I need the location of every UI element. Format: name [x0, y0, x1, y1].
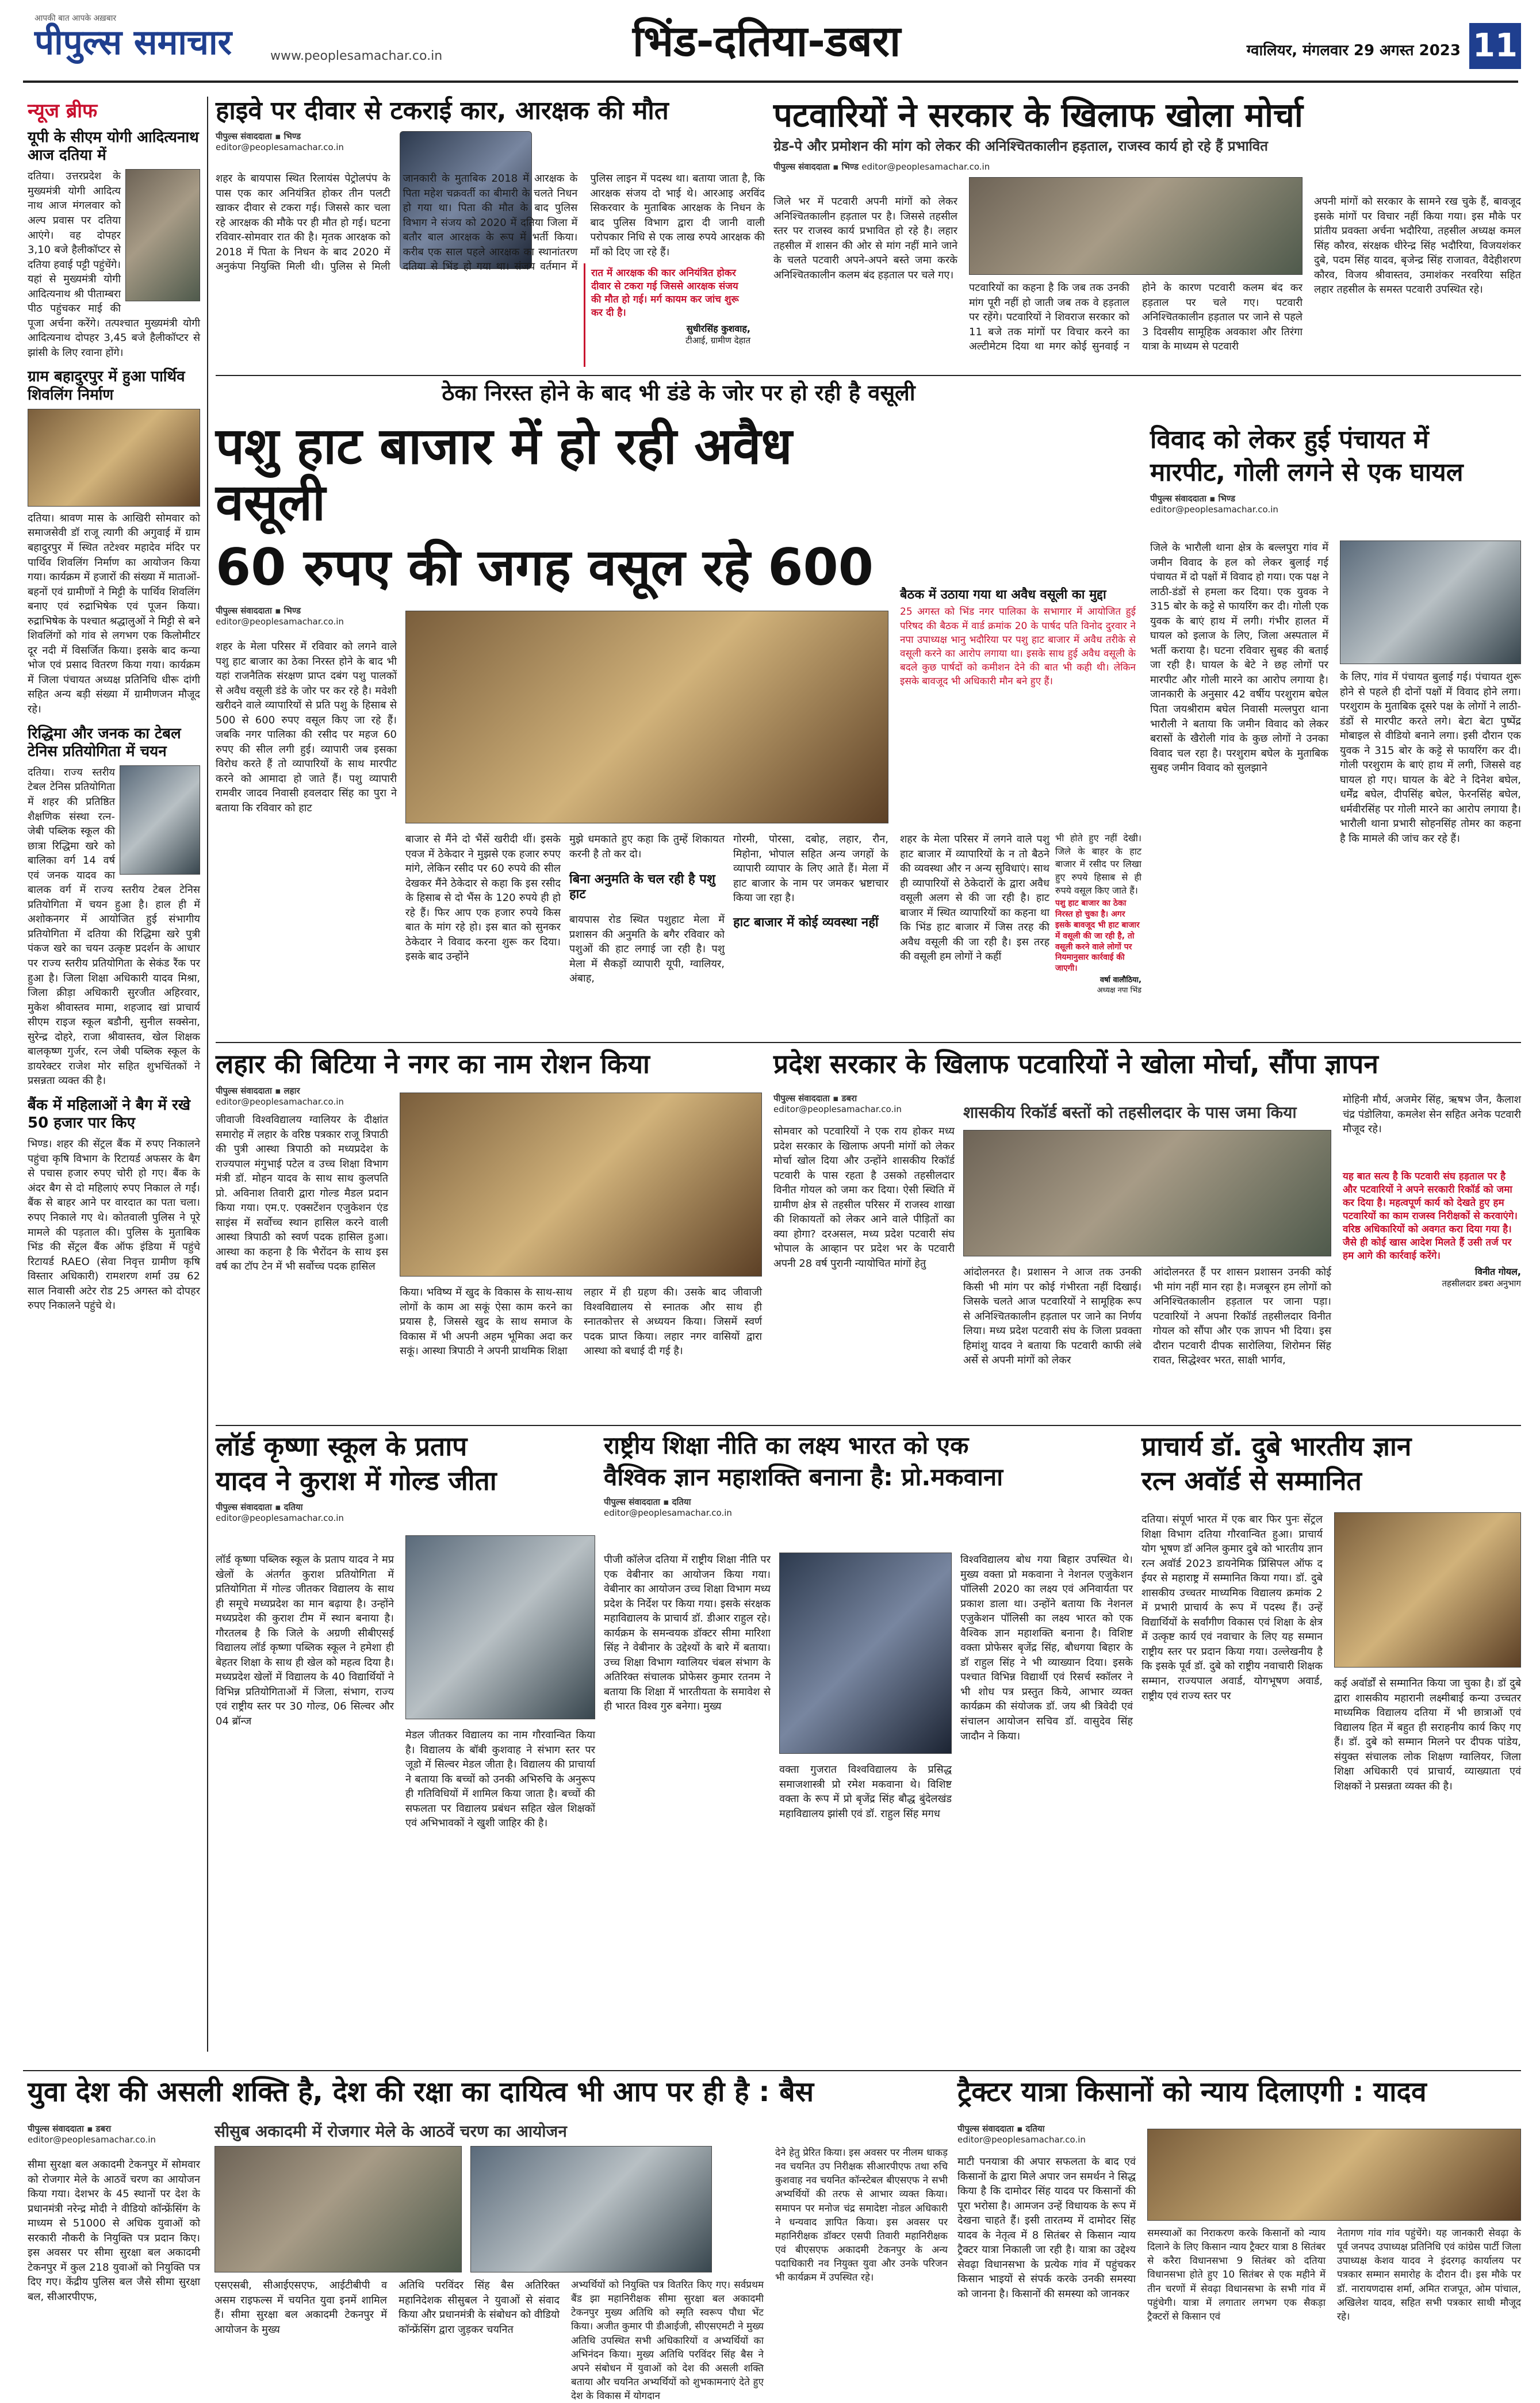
byline-email: editor@peoplesamachar.co.in — [957, 2134, 1086, 2145]
nep-byline: पीपुल्स संवाददाता ▪ दतिया editor@peoplesamachar.co.in — [604, 1497, 732, 1519]
brief-1-photo — [125, 169, 200, 301]
patwari-headline: पटवारियों ने सरकार के खिलाफ खोला मोर्चा — [773, 95, 1303, 135]
byline-email: editor@peoplesamachar.co.in — [216, 1513, 344, 1524]
highway-quote: रात में आरक्षक की कार अनियंत्रित होकर दीवार से टकरा गई जिससे आरक्षक संजय की मौत हो गई। मर्ग कायम कर जांच शुरू कर दी है। — [591, 267, 739, 319]
article-highway-accident — [216, 97, 765, 373]
dabra-text-1: सोमवार को पटवारियों ने एक राय होकर मध्य प्रदेश सरकार के खिलाफ अपनी मांगों को लेकर मोर्चा खोल दिया और उन्होंने शासकीय रिकॉर्ड पटवारी के पास रहता है उसको तहसीलदार विनीत गोयल को जमा कर दिया। ऐसी स्थिति में ग्रामीण क्षेत्र से तहसील परिसर में राजस्व शाखा की शिकायतों को लेकर आने वाले पीड़ितों का क्या होगा? दरअसल, मध्य प्रदेश पटवारी संघ भोपाल के आव्हान पर प्रदेश भर के पटवारी अपनी 28 वर्ष पुरानी न्यायोचित मांगों हेतु — [773, 1125, 955, 1270]
news-brief-label: न्यूज ब्रीफ — [28, 99, 98, 122]
panchayat-byline: पीपुल्स संवाददाता ▪ भिण्ड editor@peoplesamachar.co.in — [1150, 493, 1278, 515]
brief-4-text: भिण्ड। शहर की सेंट्रल बैंक में रुपए निकालने पहुंचा कृषि विभाग के रिटायर्ड अफसर के बैग से पचास हजार रुपए चोरी हो गए। बैंक के अंदर बैग से दो महिलाएं रुपए निकाल ले गईं। बैंक से बाहर आने पर वारदात का पता चला। रुपए निकाले गए थे। कोतवाली पुलिस ने पूरे मामले की पड़ताल की। पुलिस के मुताबिक भिंड की सेंट्रल बैंक ऑफ इंडिया में पहुंचे रिटायर्ड RAEO (सेवा निवृत्त ग्रामीण कृषि विस्तार अधिकारी) रामशरण शर्मा उम्र 62 साल निवासी अटेर रोड 25 अगस्त को दोपहर रुपए निकालने पहुंचे थे। — [28, 1138, 200, 1312]
byline-email: editor@peoplesamachar.co.in — [216, 142, 344, 153]
lahar-text-1: जीवाजी विश्वविद्यालय ग्वालियर के दीक्षांत समारोह में लहार के वरिष्ठ पत्रकार राजू त्रिपाठी की पुत्री आस्था त्रिपाठी को मध्यप्रदेश के राज्यपाल मंगुभाई पटेल व उच्च शिक्षा विभाग मंत्री डॉ. मोहन यादव के साथ साथ कुलपति प्रो. अविनाश तिवारी द्वारा गोल्ड मैडल प्रदान किया गया। एम.ए. एक्सटेंशन एजुकेशन एंड साइंस में सर्वोच्च स्थान हासिल करने वाली आस्था त्रिपाठी को स्वर्ण पदक हासिल हुआ। आस्था का कहना है कि भैरोंदन के साथ इस वर्ष का टॉप टेन में भी सर्वोच्च पदक हासिल — [216, 1114, 388, 1273]
dabra-byline: पीपुल्स संवाददाता ▪ डबरा editor@peoplesamachar.co.in — [773, 1093, 902, 1114]
byline-location: भिण्ड — [284, 131, 301, 142]
cattle-quote-author: वर्षा वालौठिया, — [1100, 976, 1141, 985]
tractor-text-2: समस्याओं का निराकरण करके किसानों को न्याय दिलाने के लिए किसान न्याय ट्रैक्टर यात्रा 8 सितंबर से करैरा विधानसभा 9 सितंबर को दतिया विधानसभा होते हुए 10 सितंबर से एक महीने में तीन चरणों में सेवढ़ा विधानसभा के सभी गांव में पहुंचेगी। यात्रा में लगातार लगभग एक सैकड़ा ट्रैक्टरों से किसान एवं — [1147, 2228, 1326, 2322]
patwari-photo — [969, 177, 1303, 275]
article-tractor-yatra — [957, 2077, 1521, 2347]
bsf-text-2: एसएसबी, सीआईएसएफ, आईटीबीपी व असम राइफल्स में चयनित युवा इनमें शामिल हैं। सीमा सुरक्षा बल अकादमी टेकनपुर में आयोजन के मुख्य — [214, 2279, 387, 2336]
cattle-text-5: गोरमी, पोरसा, दबोह, लहार, रौन, मिहोना, भोपाल सहित अन्य जगहों के व्यापारी व्यापार के लिए आते हैं। मेला में हाट बाजार के नाम पर जमकर भ्रष्टाचार किया जा रहा है। — [733, 833, 888, 905]
tractor-text-1: माटी पनयात्रा की अपार सफलता के बाद एवं किसानों के द्वारा मिले अपार जन समर्थन ने सिद्ध किया है कि दामोदर सिंह यादव पर किसानों की पूरा भरोसा है। आमजन उन्हें विधायक के रूप में देखना चाहते हैं। इसी तारतम्य में दामोदर सिंह यादव के नेतृत्व में 8 सितंबर से किसान न्याय ट्रैक्टर यात्रा निकाली जा रही है। यात्रा का उद्देश्य सेवढ़ा विधानसभा के प्रत्येक गांव में पहुंचकर किसान भाइयों से संपर्क करके उनकी समस्या को जानना है। किसानों की समस्या को जानकर — [957, 2156, 1136, 2300]
highway-byline: पीपुल्स संवाददाता ▪ भिण्ड — [216, 131, 301, 142]
highway-quote-designation: टीआई, ग्रामीण देहात — [685, 335, 750, 346]
panchayat-text-2: के लिए, गांव में पंचायत बुलाई गई। पंचायत शुरू होने से पहले ही दोनों पक्षों में विवाद होने लगा। परशुराम के मुताबिक दूसरे पक्ष के लोगों ने लाठी-डंडों से मारपीट करते लगे। बेटा बेटा पुष्पेंद्र मोबाइल से वीडियो बनाने लगा। इसी दौरान एक युवक ने 315 बोर के कट्टे से फायरिंग कर दी। गोली परशुराम के बाएं हाथ में लगी, जिससे वह घायल हो गए। घायल के बेटे ने दिनेश बघेल, धर्मेंद्र बघेल, दीपसिंह बघेल, फेरनसिंह बघेल, धर्मवीरसिंह पर गोली मारने का आरोप लगाया है। भारौली थाना प्रभारी सोहनसिंह तोमर का कहना है कि मामले की जांच कर रहे हैं। — [1340, 671, 1521, 845]
highway-text: शहर के बायपास स्थित रिलायंस पेट्रोलपंप के पास एक कार अनियंत्रित होकर तीन पलटी खाकर दीवार से टकरा गई। जिससे कार चला रहे आरक्षक की मौके पर ही मौत हो गई। घटना रविवार-सोमवार रात की है। मृतक आरक्षक को 2018 में पिता के निधन के बाद 2020 में अनुकंपा नियुक्ति मिली थी। पुलिस से मिली जानकारी के मुताबिक 2018 में आरक्षक के पिता महेश चक्रवर्ती का बीमारी के चलते निधन हो गया था। पिता की मौत के बाद पुलिस विभाग ने संजय को 2020 में दतिया जिला में बतौर बाल आरक्षक के रूप में भर्ती किया। करीब एक साल पहले आरक्षक का स्थानांतरण दतिया से भिंड हो गया था। संजय वर्तमान में पुलिस लाइन में पदस्थ था। बताया जाता है, कि आरक्षक संजय दो भाई थे। आरआइ अरविंद सिकरवार के मुताबिक आरक्षक के निधन के बाद पुलिस विभाग द्वारा दी जानी वाली परोपकार निधि से एक लाख रुपये आरक्षक की माँ को दिए जा रहे हैं। — [216, 173, 765, 273]
brief-3-headline: रिद्धिमा और जनक का टेबल टेनिस प्रतियोगिता में चयन — [28, 725, 181, 760]
bsf-headline: युवा देश की असली शक्ति है, देश की रक्षा का दायित्व भी आप पर ही है : बैस — [28, 2076, 814, 2108]
dubey-headline-2: रत्न अवॉर्ड से सम्मानित — [1141, 1465, 1362, 1496]
nep-photo — [779, 1553, 952, 1754]
nep-headline-1: राष्ट्रीय शिक्षा नीति का लक्ष्य भारत को एक — [604, 1431, 969, 1459]
dabra-quote-author: विनीत गोयल, — [1474, 1266, 1521, 1277]
byline-name: पीपुल्स संवाददाता — [1150, 493, 1206, 504]
byline-location: दतिया — [1025, 2124, 1045, 2134]
article-kurash-gold — [216, 1432, 595, 2064]
cattle-text-1: शहर के मेला परिसर में रविवार को लगने वाले पशु हाट बाजार का ठेका निरस्त होने के बाद भी यहां राजनैतिक संरक्षण प्राप्त दबंग पशु पालकों से अवैध वसूली डंडे के जोर पर कर रहे है। मवेशी खरीदने वाले व्यापारियों से प्रति पशु के हिसाब से 500 से 600 रुपए वसूल किए जा रहे हैं। जबकि नगर पालिका की रसीद पर महज 60 रुपए की सील लगी हुई। व्यापारी जब इसका विरोध करते हैं तो व्यापारियों के साथ मारपीट करने को आमादा हो जाते हैं। पशु व्यापारी रामवीर जादव निवासी हवलदार सिंह का पुरा ने बताया कि रविवार को हाट — [216, 641, 397, 815]
tractor-text-3: नेतागण गांव गांव पहुंचेंगे। यह जानकारी सेवढ़ा के पूर्व जनपद उपाध्यक्ष प्रतिनिधि एवं कांग्रेस पार्टी जिला उपाध्यक्ष केशव यादव ने इंदरगढ़ कार्यालय पर पत्रकार सम्मान समारोह के दौरान दी। इस मौके पर डॉ. नारायणदास शर्मा, अमित राजपूत, ओम पांचाल, अखिलेश यादव, सहित सभी पत्रकार साथी मौजूद रहे। — [1337, 2228, 1521, 2322]
byline-email: editor@peoplesamachar.co.in — [1150, 504, 1278, 515]
highway-headline: हाइवे पर दीवार से टकराई कार, आरक्षक की मौत — [216, 96, 669, 125]
dabra-text-2: आंदोलनरत है। प्रशासन ने आज तक उनकी किसी भी मांग पर कोई गंभीरता नहीं दिखाई। जिसके चलते आज पटवारियों ने सामूहिक रूप से अनिश्चितकालीन हड़ताल पर जाने का निर्णय लिया। मध्य प्रदेश पटवारी संघ के जिला प्रवक्ता हिमांशु यादव ने बताया कि पटवारी काफी लंबे अर्से से अपनी मांगों को लेकर — [963, 1266, 1141, 1367]
kurash-text-1: लॉर्ड कृष्णा पब्लिक स्कूल के प्रताप यादव ने मप्र खेलों के अंतर्गत कुराश प्रतियोगिता में प्रतियोगिता में गोल्ड जीतकर विद्यालय के साथ ही समूचे मध्यप्रदेश का मान बढ़ाया है। उन्होंने मध्यप्रदेश की कुराश टीम में स्थान बनाया है। गौरतलब है कि जिले के अग्रणी सीबीएसई विद्यालय लॉर्ड कृष्णा पब्लिक स्कूल ने हमेशा ही बेहतर शिक्षा के साथ ही खेल को महत्व दिया है। मध्यप्रदेश खेलों में विद्यालय के 40 विद्यार्थियों ने विभिन्न प्रतियोगिताओं में जिला, संभाग, राज्य एवं राष्ट्रीय स्तर पर 30 गोल्ड, 06 सिल्वर और 04 ब्रॉन्ज — [216, 1554, 394, 1728]
rule-4 — [23, 2070, 1521, 2071]
article-cattle-market — [216, 381, 1141, 1036]
cattle-subhead-1: बिना अनुमति के चल रही है पशु हाट — [569, 872, 715, 902]
bsf-photo-2 — [470, 2146, 712, 2272]
dabra-text-3: आंदोलनरत हैं पर शासन प्रशासन उनकी कोई भी मांग नहीं मान रहा है। मजबूरन हम लोगों को अनिश्चितकालीन हड़ताल पर जाना पड़ा। पटवारियों ने अपना रिकॉर्ड तहसीलदार विनीत गोयल को सौंपा और एक ज्ञापन भी दिया। इस दौरान पटवारी दीपक सारोलिया, शिरोमन सिंह रावत, सिद्धेश्वर भरत, साक्षी भार्गव, — [1153, 1266, 1331, 1367]
byline-location: डबरा — [95, 2124, 112, 2134]
nep-text-2: वक्ता गुजरात विश्वविद्यालय के प्रसिद्ध समाजशास्त्री प्रो रमेश मकवाना थे। विशिष्ट वक्ता के रूप में प्रो बृजेंद्र सिंह बौद्ध बुंदेलखंड महाविद्यालय झांसी एवं डॉ. राहुल सिंह मगध — [779, 1764, 952, 1820]
article-dubey-award — [1141, 1432, 1521, 2064]
lahar-headline: लहार की बिटिया ने नगर का नाम रोशन किया — [216, 1048, 650, 1079]
cattle-kicker: ठेका निरस्त होने के बाद भी डंडे के जोर पर हो रही है वसूली — [442, 380, 915, 405]
dabra-subheadline: शासकीय रिकॉर्ड बस्तों को तहसीलदार के पास जमा किया — [963, 1103, 1297, 1122]
tractor-photo — [1147, 2129, 1521, 2221]
brief-3-text: दतिया। राज्य स्तरीय टेबल टेनिस प्रतियोगिता में शहर की प्रतिष्ठित शैक्षणिक संस्था रत्न-जेबी पब्लिक स्कूल की छात्रा रिद्धिमा खरे को बालिका वर्ग 14 वर्ष एवं जनक यादव का बालक वर्ग में राज्य स्तरीय टेबल टेनिस प्रतियोगिता में चयन हुआ है। हाल ही में अशोकनगर में आयोजित हुई संभागीय प्रतियोगिता में दतिया की रिद्धिमा खरे पुत्री पंकज खरे का चयन उत्कृष्ट प्रदर्शन के आधार पर राज्य स्तरीय प्रतियोगिता के सेकंड रैंक पर हुआ है। जिला शिक्षा अधिकारी यादव मिश्रा, जिला क्रीड़ा अधिकारी सुरजीत अहिरवार, मुकेश श्रीवास्तव मामा, शहजाद खां प्राचार्य सीएम राइज स्कूल बडौनी, सुनील सक्सेना, सुरेन्द्र दोहरे, राजा श्रीवास्तव, खेल शिक्षक बालकृष्ण गुर्जर, रत्न जेबी पब्लिक स्कूल के डायरेक्टर राजेश मोर सहित शुभचिंतकों ने प्रसन्नता व्यक्त की है। — [28, 766, 200, 1087]
bsf-text-3: अतिथि परविंदर सिंह बैस अतिरिक्त महानिदेशक सीसुबल ने युवाओं से संवाद किया और प्रधानमंत्री के संबोधन को वीडियो कॉन्फ्रेंसिंग द्वारा जुड़कर चयनित — [399, 2279, 560, 2336]
section-title: भिंड-दतिया-डबरा — [633, 17, 901, 66]
news-brief-column — [28, 97, 200, 2046]
masthead-rule — [23, 81, 1518, 83]
cattle-text-2: बाजार से मैंने दो भैंसें खरीदी थीं। इसके एवज में ठेकेदार ने मुझसे एक हजार रुपए मांगे, लेकिन रसीद पर 60 रुपये की सील देखकर मैंने ठेकेदार से कहा कि इस रसीद के हिसाब से दो भैंस के 120 रुपये ही हो रहे हैं। फिर आप एक हजार रुपये किस बात के मांग रहे हो। इस बात को सुनकर ठेकेदार ने विवाद करना शुरू कर दिया। इसके बाद उन्होंने — [405, 833, 561, 963]
dubey-headline-1: प्राचार्य डॉ. दुबे भारतीय ज्ञान — [1141, 1431, 1412, 1462]
cattle-text-6: शहर के मेला परिसर में लगने वाले पशु हाट बाजार में व्यापारियों के न तो बैठने की व्यवस्था और न अन्य सुविधाएं। साथ ही व्यापारियों से ठेकेदारों के द्वारा अवैध वसूली अलग से की जा रही है। हाट बाजार में स्थित व्यापारियों का कहना था कि भिंड हाट बाजार में जिस तरह की अवैध वसूली की जा रही है। इस तरह की वसूली हम लोगों ने कहीं — [900, 833, 1049, 963]
article-dabra-patwari — [773, 1049, 1521, 1417]
cattle-meeting-box — [900, 588, 1136, 823]
panchayat-headline-1: विवाद को लेकर हुई पंचायत में — [1150, 425, 1429, 454]
bsf-byline: पीपुल्स संवाददाता ▪ डबरा editor@peoplesamachar.co.in — [28, 2124, 156, 2145]
rule-3 — [216, 1425, 1521, 1426]
dubey-text-1: दतिया। संपूर्ण भारत में एक बार फिर पुनः सेंट्रल शिक्षा विभाग दतिया गौरवान्वित हुआ। प्राचार्य योग भूषण डॉ अनिल कुमार दुबे को भारतीय ज्ञान रत्न अवॉर्ड 2023 डायनेमिक प्रिंसिपल ऑफ द ईयर से महाराष्ट्र में सम्मानित किया गया। डॉ. दुबे शासकीय उच्चतर माध्यमिक विद्यालय क्रमांक 2 में प्रभारी प्राचार्य के रूप में पदस्थ हैं। उन्हें विद्यार्थियों के सर्वांगीण विकास एवं शिक्षा के क्षेत्र में उत्कृष्ट कार्य एवं नवाचार के लिए यह सम्मान राष्ट्रीय स्तर पर प्रदान किया गया। उल्लेखनीय है कि इसके पूर्व डॉ. दुबे को राष्ट्रीय नवाचारी शिक्षक सम्मान, राज्यपाल अवार्ड, योगभूषण अवार्ड, राष्ट्रीय एवं राज्य स्तर पर — [1141, 1513, 1323, 1702]
kurash-byline: पीपुल्स संवाददाता ▪ दतिया editor@peoplesamachar.co.in — [216, 1502, 344, 1524]
patwari-subheadline: ग्रेड-पे और प्रमोशन की मांग को लेकर की अनिश्चितकालीन हड़ताल, राजस्व कार्य हो रहे हैं प्रभावित — [773, 137, 1268, 154]
tractor-byline: पीपुल्स संवाददाता ▪ दतिया editor@peoplesamachar.co.in — [957, 2124, 1086, 2145]
bsf-subheadline: सीसुब अकादमी में रोजगार मेले के आठवें चरण का आयोजन — [214, 2122, 567, 2141]
highway-quote-box — [584, 263, 756, 367]
byline-email: editor@peoplesamachar.co.in — [28, 2134, 156, 2145]
patwari-byline: पीपुल्स संवाददाता ▪ भिण्ड editor@peoplesamachar.co.in — [773, 161, 990, 172]
byline-name: पीपुल्स संवाददाता — [773, 161, 830, 172]
cattle-text-4: बायपास रोड स्थित पशुहाट मेला में प्रशासन की अनुमति के बगैर रविवार को पशुओं की हाट लगाई जा रही है। पशु मेला में सैकड़ों व्यापारी यूपी, ग्वालियर, अंबाह, — [569, 914, 725, 985]
lahar-text-2: किया। भविष्य में खुद के विकास के साथ-साथ लोगों के काम आ सकूं ऐसा काम करने का प्रयास है, जिससे खुद के साथ समाज के विकास में भी अपनी अहम भूमिका अदा कर सकूं। आस्था त्रिपाठी ने अपनी प्राथमिक शिक्षा — [400, 1286, 572, 1358]
kurash-headline-2: यादव ने कुराश में गोल्ड जीता — [216, 1465, 497, 1496]
dabra-text-4: मोहिनी मौर्य, अजमेर सिंह, ऋषभ जैन, कैलाश चंद्र पंडोलिया, कमलेश सेन सहित अनेक पटवारी मौजूद रहे। — [1343, 1094, 1521, 1136]
article-patwari-strike — [773, 97, 1521, 373]
byline-location: दतिया — [672, 1497, 691, 1508]
logo-text: पीपुल्स समाचार — [35, 22, 232, 63]
byline-name: पीपुल्स संवाददाता — [28, 2124, 84, 2134]
article-lahar-daughter — [216, 1049, 762, 1417]
brief-2-photo — [28, 409, 200, 507]
dubey-text-2: कई अवॉर्डों से सम्मानित किया जा चुका है। डॉ दुबे द्वारा शासकीय महारानी लक्ष्मीबाई कन्या उच्चतर माध्यमिक विद्यालय दतिया में भी छात्राओं एवं विद्यालय हित में बहुत ही सराहनीय कार्य किए गए हैं। डॉ. दुबे को सम्मान मिलने पर दीपक पांडेय, संयुक्त संचालक लोक शिक्षण ग्वालियर, जिला शिक्षा अधिकारी एवं प्राचार्य, व्याख्याता एवं शिक्षकों ने प्रसन्नता व्यक्त की है। — [1334, 1677, 1521, 1792]
byline-location: दतिया — [284, 1502, 303, 1513]
masthead-url: www.peoplesamachar.co.in — [270, 49, 443, 63]
panchayat-photo — [1340, 541, 1521, 664]
logo-tagline: आपकी बात आपके अख़बार — [35, 14, 117, 23]
nep-text-3: विश्वविद्यालय बोध गया बिहार उपस्थित थे। मुख्य वक्ता प्रो मकवाना ने नेशनल एजुकेशन पॉलिसी 2020 का लक्ष्य एवं अनिवार्यता पर प्रकाश डाला था। उन्होंने बताया कि नेशनल एजुकेशन पॉलिसी का लक्ष्य भारत को एक वैश्विक ज्ञान महाशक्ति बनाना है। विशिष्ट वक्ता प्रोफेसर बृजेंद्र सिंह, बौधगया बिहार के डॉ राहुल सिंह ने भी व्याख्यान दिया। इसके पश्चात विभिन्न विद्यार्थी एवं रिसर्च स्कॉलर ने भी शोध पत्र प्रस्तुत किये, आभार व्यक्त कार्यक्रम की संयोजक डॉ. जय श्री त्रिवेदी एवं संचालन आयोजन सचिव डॉ. वासुदेव सिंह जादौन ने किया। — [960, 1554, 1133, 1742]
bsf-photo-1 — [214, 2146, 462, 2272]
article-panchayat-fight — [1150, 426, 1521, 1035]
byline-name: पीपुल्स संवाददाता — [957, 2124, 1014, 2134]
brief-2-text: दतिया। श्रावण मास के आखिरी सोमवार को समाजसेवी डॉ राजू त्यागी की अगुवाई में ग्राम बहादुरपुर में स्थित तटेश्वर महादेव मंदिर पर पार्थिव शिवलिंग निर्माण का आयोजन किया गया। कार्यक्रम में हजारों की संख्या में माताओं-बहनों एवं ग्रामीणों ने मिट्टी के पार्थिव शिवलिंग बनाए एवं रुद्राभिषेक एवं पूजन किया। रुद्राभिषेक के पश्चात श्रद्धालुओं ने मिट्टी से बने शिवलिंगों को गांव से लगभग एक किलोमीटर दूर नदी में विसर्जित किया। इसके बाद कन्या भोज एवं प्रसाद वितरण किया गया। कार्यक्रम में जिला पंचायत अध्यक्ष प्रतिनिधि धीरू दांगी सहित अन्य बड़ी संख्या में ग्रामीणजन मौजूद रहे। — [28, 512, 200, 715]
kurash-headline-1: लॉर्ड कृष्णा स्कूल के प्रताप — [216, 1431, 468, 1462]
nep-headline-2: वैश्विक ज्ञान महाशक्ति बनाना है: प्रो.मकवाना — [604, 1463, 1003, 1492]
page-number: 11 — [1469, 23, 1521, 69]
byline-name: पीपुल्स संवाददाता — [216, 605, 272, 616]
lahar-text-3: लहार में ही ग्रहण की। उसके बाद जीवाजी विश्वविद्यालय से स्नातक और साथ ही स्नातकोत्तर से अध्ययन किया। जिसमें स्वर्ण पदक प्राप्त किया। लहार नगर वासियों द्वारा आस्था को बधाई दी गई है। — [584, 1286, 762, 1358]
cattle-photo — [405, 611, 888, 823]
byline-location: भिण्ड — [841, 161, 859, 172]
masthead-logo — [35, 13, 276, 70]
dabra-photo — [963, 1130, 1331, 1256]
patwari-text-2: पटवारियों का कहना है कि जब तक उनकी मांग पूरी नहीं हो जाती जब तक वे हड़ताल पर रहेंगे। पटवारियों ने शिवराज सरकार को 11 बजे तक मांगों पर विचार करने का अल्टीमेटम दिया था मगर कोई सुनवाई न होने के कारण पटवारी कलम बंद कर हड़ताल पर चले गए। पटवारी अनिश्चितकालीन हड़ताल पर जाने से पहले 3 दिवसीय सामूहिक अवकाश और तिरंगा यात्रा के माध्यम से पटवारी — [969, 282, 1303, 353]
byline-email: editor@peoplesamachar.co.in — [773, 1104, 902, 1114]
cattle-quote-designation: अध्यक्ष नपा भिंड — [1097, 986, 1141, 995]
lahar-byline: पीपुल्स संवाददाता ▪ लहार editor@peoplesamachar.co.in — [216, 1085, 344, 1107]
byline-name: पीपुल्स संवाददाता — [216, 1085, 272, 1096]
byline-name: पीपुल्स संवाददाता — [216, 131, 272, 142]
byline-location: डबरा — [841, 1093, 857, 1103]
cattle-headline-2: 60 रुपए की जगह वसूल रहे 600 — [216, 537, 874, 597]
patwari-text-3: अपनी मांगों को सरकार के सामने रख चुके हैं, बावजूद इसके मांगों पर विचार नहीं किया गया। इस मौके पर प्रांतीय प्रवक्ता अर्चना भदौरिया, तहसील अध्यक्ष कमल सिंह कौरव, संरक्षक धीरेन्द्र सिंह भदौरिया, विजयशंकर दुबे, पदम सिंह यादव, बृजेन्द्र सिंह राजावत, वैदेहीशरण कौरव, विजय श्रीवास्तव, उमाशंकर नरवरिया सहित लहार तहसील के समस्त पटवारी उपस्थित रहे। — [1314, 196, 1521, 296]
byline-location: लहार — [284, 1085, 300, 1096]
cattle-byline: पीपुल्स संवाददाता ▪ भिण्ड editor@peoplesamachar.co.in — [216, 605, 344, 627]
cattle-meeting-headline: बैठक में उठाया गया था अवैध वसूली का मुद्दा — [900, 588, 1106, 602]
brief-4-headline: बैंक में महिलाओं ने बैग में रखे 50 हजार पार किए — [28, 1096, 191, 1132]
panchayat-headline-2: मारपीट, गोली लगने से एक घायल — [1150, 458, 1464, 488]
bsf-text-4: अभ्यर्थियों को नियुक्ति पत्र वितरित किए गए। सर्वप्रथम बैंड झा महानिरीक्षक सीमा सुरक्षा बल अकादमी टेकनपुर मुख्य अतिथि को स्मृति स्वरूप पौधा भेंट किया। अजीत कुमार पी डीआईजी, सीएसएमटी ने मुख्य अतिथि उपस्थित सभी अधिकारियों व अभ्यर्थियों का अभिनंदन किया। मुख्य अतिथि परविंदर सिंह बैस ने अपने संबोधन में युवाओं को देश की असली शक्ति बताया और चयनित अभ्यर्थियों को शुभकामनाएं देते हुए देश के विकास में योगदान — [571, 2279, 764, 2402]
cattle-quote-box — [1055, 898, 1141, 1036]
bsf-text-1: सीमा सुरक्षा बल अकादमी टेकनपुर में सोमवार को रोजगार मेले के आठवें चरण का आयोजन किया गया। देशभर के 45 स्थानों पर देश के प्रधानमंत्री नरेन्द्र मोदी ने वीडियो कॉन्फ्रेंसिंग के माध्यम से 51000 से अधिक युवाओं को सरकारी नौकरी के नियुक्ति पत्र प्रदान किए। इस अवसर पर सीमा सुरक्षा बल अकादमी टेकनपुर में कुल 218 युवाओं को नियुक्ति पत्र दिए गए। केंद्रीय पुलिस बल जैसे सीमा सुरक्षा बल, सीआरपीएफ, — [28, 2159, 200, 2303]
byline-location: भिण्ड — [1218, 493, 1236, 504]
dabra-headline: प्रदेश सरकार के खिलाफ पटवारियों ने खोला मोर्चा, सौंपा ज्ञापन — [773, 1048, 1378, 1079]
masthead — [0, 0, 1540, 86]
dabra-quote-designation: तहसीलदार डबरा अनुभाग — [1442, 1278, 1521, 1289]
byline-location: भिण्ड — [284, 605, 301, 616]
dabra-quote: यह बात सत्य है कि पटवारी संघ हड़ताल पर है और पटवारियों ने अपने सरकारी रिकॉर्ड को जमा कर दिया है। महत्वपूर्ण कार्य को देखते हुए हम पटवारियों का काम राजस्व निरीक्षकों से करवाएंगे। वरिष्ठ अधिकारियों को अवगत करा दिया गया है। जैसे ही कोई खास आदेश मिलते हैं उसी तर्ज पर हम आगे की कार्रवाई करेंगे। — [1343, 1171, 1518, 1262]
byline-name: पीपुल्स संवाददाता — [604, 1497, 660, 1508]
dubey-photo — [1334, 1512, 1521, 1668]
byline-email: editor@peoplesamachar.co.in — [604, 1508, 732, 1519]
byline-name: पीपुल्स संवाददाता — [216, 1502, 272, 1513]
tractor-headline: ट्रैक्टर यात्रा किसानों को न्याय दिलाएगी : यादव — [957, 2076, 1427, 2108]
cattle-meeting-text: 25 अगस्त को भिंड नगर पालिका के सभागार में आयोजित हुई परिषद की बैठक में वार्ड क्रमांक 20 के पार्षद पति विनोद दुरवार ने नपा उपाध्यक्ष भानु भदौरिया पर पशु हाट बाजार में अवैध तरीके से वसूली करने का आरोप लगाया था। इसके साथ हुई अवैध वसूली के बदले कुछ पार्षदों को कमीशन देने की बात भी कही थी। लेकिन इसके बावजूद भी अधिकारी मौन बने हुए हैं। — [900, 606, 1136, 688]
byline-email: editor@peoplesamachar.co.in — [861, 161, 990, 172]
byline-email: editor@peoplesamachar.co.in — [216, 1096, 344, 1107]
article-nep-webinar — [604, 1432, 1133, 2064]
article-bsf-rozgar — [28, 2076, 948, 2402]
brief-3-photo — [120, 765, 200, 875]
cattle-quote: पशु हाट बाजार का ठेका निरस्त हो चुका है। अगर इसके बावजूद भी हाट बाजार में वसूली की जा रही है, तो वसूली करने वाले लोगों पर नियमानुसार कार्रवाई की जाएगी। — [1055, 899, 1140, 974]
bsf-text-5: देने हेतु प्रेरित किया। इस अवसर पर नीलम धाकड़ नव चयनित उप निरीक्षक सीआरपीएफ तथा रुचि कुशवाह नव चयनित कॉन्स्टेबल बीएसएफ ने सभी अभ्यर्थियों की तरफ से आभार व्यक्त किया। समापन पर मनोज चंद्र समादेष्टा नोडल अधिकारी ने धन्यवाद ज्ञापित किया। इस अवसर पर महानिरीक्षक डॉक्टर एसपी तिवारी महानिरीक्षक एवं बीएसएफ अकादमी टेकनपुर के अन्य पदाधिकारी नव नियुक्त युवा और उनके परिजन भी कार्यक्रम में उपस्थित रहे। — [775, 2147, 948, 2284]
highway-quote-author: सुधीरसिंह कुशवाह, — [686, 323, 750, 334]
byline-name: पीपुल्स संवाददाता — [773, 1093, 830, 1103]
kurash-text-2: मेडल जीतकर विद्यालय का नाम गौरवान्वित किया है। विद्यालय के बॉबी कुशवाह ने संभाग स्तर पर जूडो में सिल्वर मेडल जीता है। विद्यालय की प्राचार्या ने बताया कि बच्चों को उनकी अभिरुचि के अनुरूप ही गतिविधियों में शामिल किया जाता है। बच्चों की सफलता पर विद्यालय प्रबंधन सहित खेल शिक्षकों एवं अभिभावकों ने खुशी जाहिर की है। — [405, 1729, 595, 1830]
patwari-text-1: जिले भर में पटवारी अपनी मांगों को लेकर अनिश्चितकालीन हड़ताल पर है। जिससे तहसील स्तर पर राजस्व कार्य प्रभावित हो रहे है। लहार तहसील में शासन की ओर से मांग नहीं माने जाने के चलते पटवारी अपने-अपने बस्ते जमा करके अनिश्चितकालीन कलम बंद हड़ताल पर चले गए। — [773, 196, 957, 281]
rule-2 — [216, 1042, 1521, 1043]
cattle-subhead-2: हाट बाजार में कोई व्यवस्था नहीं — [733, 915, 879, 930]
cattle-text-3: मुझे धमकाते हुए कहा कि तुम्हें शिकायत करनी है तो कर दो। — [569, 833, 725, 860]
brief-1-text: दतिया। उत्तरप्रदेश के मुख्यमंत्री योगी आदित्य नाथ आज मंगलवार को अल्प प्रवास पर दतिया आएंगे। वह दोपहर 3,10 बजे हैलीकॉप्टर से दतिया हवाई पट्टी पहुंचेंगे। यहां से मुख्यमंत्री योगी आदित्यनाथ श्री पीताम्बरा पीठ पहुंचकर माई की पूजा अर्चना करेंगे। तत्पश्चात मुख्यमंत्री योगी आदित्यनाथ दोपहर 3,45 बजे हैलीकॉप्टर से झांसी के लिए रवाना होंगे। — [28, 170, 200, 359]
kurash-photo — [405, 1535, 595, 1719]
cattle-headline-1: पशु हाट बाजार में हो रही अवैध वसूली — [216, 416, 792, 532]
dabra-quote-box — [1343, 1170, 1521, 1417]
brief-1-headline: यूपी के सीएम योगी आदित्यनाथ आज दतिया में — [28, 129, 199, 164]
masthead-date: ग्वालियर, मंगलवार 29 अगस्त 2023 — [1246, 42, 1461, 59]
left-column-rule — [207, 97, 208, 2052]
cattle-text-7: भी होते हुए नहीं देखी। जिले के बाहर के हाट बाजार में रसीद पर लिखा हुए रुपये हिसाब से ही रुपये वसूल किए जाते हैं। — [1055, 833, 1141, 896]
nep-text-1: पीजी कॉलेज दतिया में राष्ट्रीय शिक्षा नीति पर एक वेबीनार का आयोजन किया गया। वेबीनार का आयोजन उच्च शिक्षा विभाग मध्य प्रदेश के निर्देश पर किया गया। इसके संरक्षक महाविद्यालय के प्राचार्य डॉ. डीआर राहुल रहे। कार्यक्रम के समन्वयक डॉक्टर सीमा मारिशा सिंह ने वेबीनार के उद्देश्यों के बारे में बताया। उच्च शिक्षा विभाग ग्वालियर चंबल संभाग के अतिरिक्त संचालक प्रोफेसर कुमार रतनम ने बताया कि शिक्षा में भारतीयता के समावेश से ही भारत विश्व गुरु बनेगा। मुख्य — [604, 1554, 771, 1713]
panchayat-text-1: जिले के भारौली थाना क्षेत्र के बल्लपुरा गांव में जमीन विवाद के हल को लेकर बुलाई गई पंचायत में दो पक्षों में विवाद हो गया। एक पक्ष ने लाठी-डंडों से हमला कर दिया। एक युवक ने 315 बोर के कट्टे से फायरिंग कर दी। गोली एक युवक के बाएं हाथ में लगी। गंभीर हालत में घायल को इलाज के लिए, जिला अस्पताल में भर्ती कराया है। घटना रविवार सुबह की बताई जा रही है। घायल के बेटे ने छह लोगों पर मारपीट और गोली मारने का आरोप लगाया है। जानकारी के अनुसार 42 वर्षीय परशुराम बघेल पिता जयश्रीराम बघेल निवासी मल्लपुरा थाना भारौली ने बताया कि जमीन विवाद को लेकर बरासों के खैरोली गांव के कुछ लोगों ने उनका विवाद चल रहा है। परशुराम बघेल के मुताबिक सुबह जमीन विवाद को सुलझाने — [1150, 542, 1328, 775]
rule-1 — [216, 375, 1521, 376]
byline-email: editor@peoplesamachar.co.in — [216, 616, 344, 627]
lahar-photo — [400, 1093, 762, 1277]
brief-2-headline: ग्राम बहादुरपुर में हुआ पार्थिव शिवलिंग निर्माण — [28, 368, 185, 404]
